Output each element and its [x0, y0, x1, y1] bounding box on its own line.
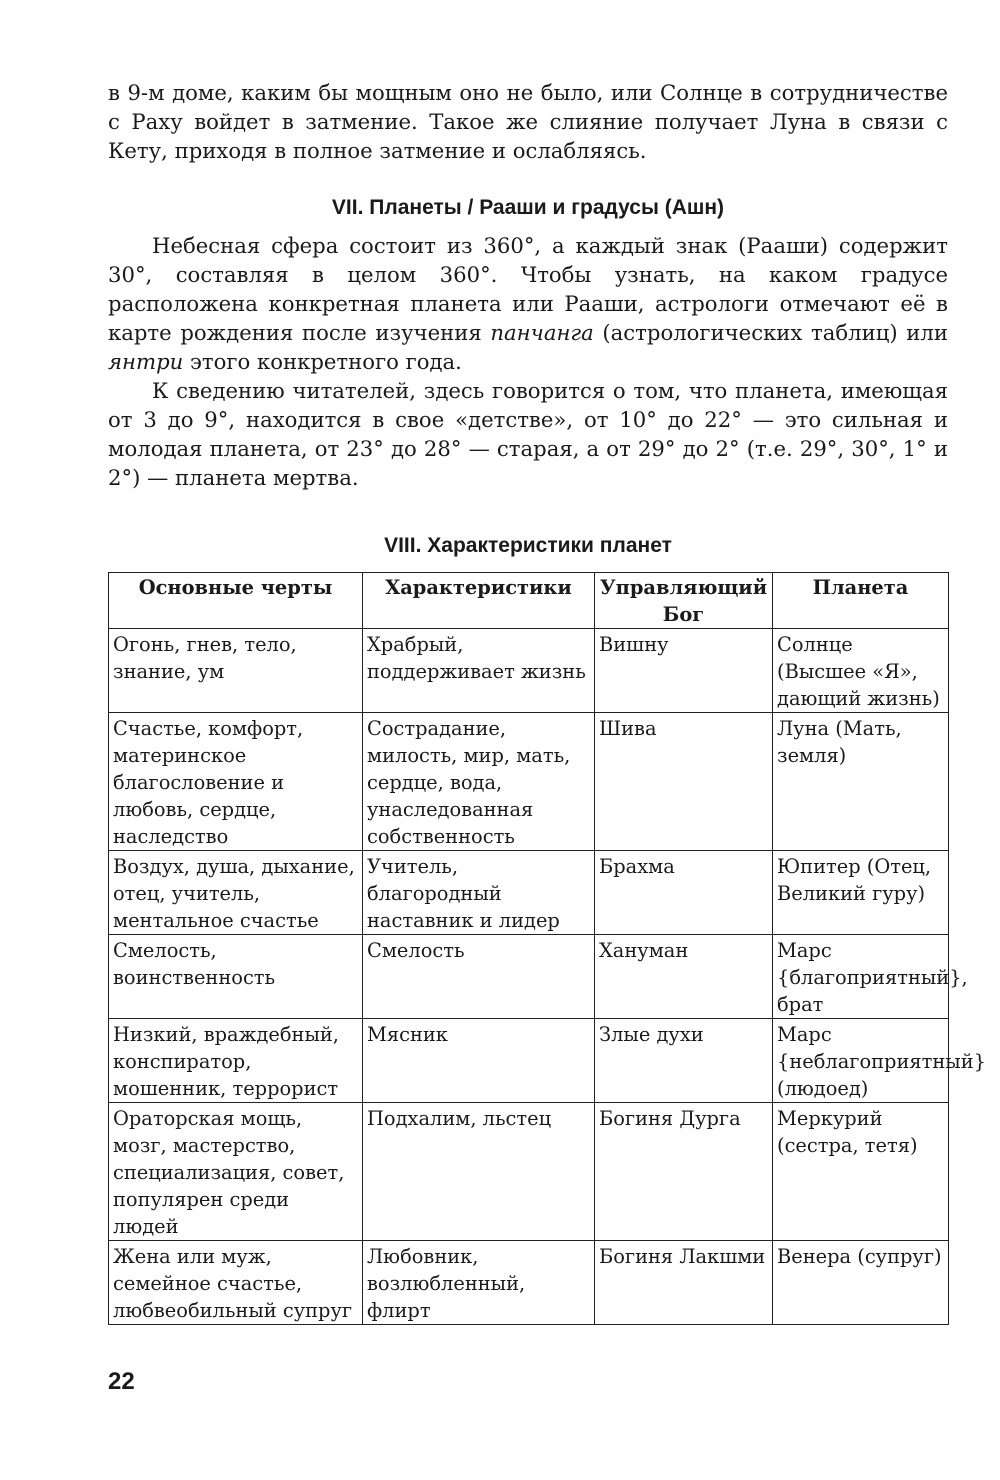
page-content	[108, 78, 986, 1325]
section-7-heading: VII. Планеты / Рааши и градусы (Ашн)	[331, 196, 725, 219]
cell-planet: Марс {неблагоприятный} (людоед)	[773, 1019, 949, 1103]
cell-characteristics: Учитель, благородный наставник и лидер	[363, 851, 595, 935]
header-characteristics: Характеристики	[363, 573, 595, 629]
table-row	[109, 851, 949, 935]
section-7-paragraph-2: К сведению читателей, здесь говорится о том, что планета, имеющая от 3 до 9°, находится в свое «детстве», от 10° до 22° — это сильная и молодая планета, от 23° до 28° — старая, а от 29° до 2° (т.е. 29°, 30°, 1° и 2°) — планета мертва.	[108, 378, 948, 490]
table-row	[109, 1019, 949, 1103]
cell-traits: Жена или муж, семейное счастье, любвеобильный супруг	[109, 1241, 363, 1325]
planet-characteristics-table	[108, 572, 986, 1325]
cell-god: Хануман	[595, 935, 773, 1019]
para1-term-panchanga: панчанга	[490, 320, 594, 345]
header-ruling-god: Управляющий Бог	[595, 573, 773, 629]
cell-god: Брахма	[595, 851, 773, 935]
cell-characteristics: Сострадание, милость, мир, мать, сердце, вода, унаследованная собственность	[363, 713, 595, 851]
table-row	[109, 1241, 949, 1325]
para1-text-b: (астрологических таблиц) или	[593, 320, 948, 345]
cell-characteristics: Любовник, возлюбленный, флирт	[363, 1241, 595, 1325]
cell-characteristics: Смелость	[363, 935, 595, 1019]
header-planet: Планета	[773, 573, 949, 629]
section-7-paragraph-1	[108, 231, 948, 376]
cell-god: Богиня Дурга	[595, 1103, 773, 1241]
cell-god: Шива	[595, 713, 773, 851]
cell-characteristics: Подхалим, льстец	[363, 1103, 595, 1241]
intro-paragraph: в 9-м доме, каким бы мощным оно не было, или Солнце в сотрудничестве с Раху войдет в затмение. Такое же слияние получает Луна в связи с Кету, приходя в полное затмение и ослабляясь.	[108, 80, 948, 163]
cell-characteristics: Храбрый, поддерживает жизнь	[363, 629, 595, 713]
table-row	[109, 629, 949, 713]
section-8-heading: VIII. Характеристики планет	[384, 534, 672, 557]
cell-planet: Меркурий (сестра, тетя)	[773, 1103, 949, 1241]
cell-traits: Низкий, враждебный, конспиратор, мошенник, террорист	[109, 1019, 363, 1103]
table-row	[109, 935, 949, 1019]
cell-planet: Марс {благоприятный}, брат	[773, 935, 949, 1019]
cell-traits: Ораторская мощь, мозг, мастерство, специализация, совет, популярен среди людей	[109, 1103, 363, 1241]
para1-text-c: этого конкретного года.	[183, 349, 462, 374]
cell-god: Богиня Лакшми	[595, 1241, 773, 1325]
cell-traits: Смелость, воинственность	[109, 935, 363, 1019]
cell-planet: Солнце (Высшее «Я», дающий жизнь)	[773, 629, 949, 713]
table-header-row	[109, 573, 949, 629]
header-main-traits: Основные черты	[109, 573, 363, 629]
cell-traits: Воздух, душа, дыхание, отец, учитель, ментальное счастье	[109, 851, 363, 935]
table-row	[109, 1103, 949, 1241]
page-number: 22	[108, 1368, 135, 1395]
cell-god: Вишну	[595, 629, 773, 713]
table-row	[109, 713, 949, 851]
cell-traits: Счастье, комфорт, материнское благословение и любовь, сердце, наследство	[109, 713, 363, 851]
cell-god: Злые духи	[595, 1019, 773, 1103]
para1-text-a: Небесная сфера состоит из 360°, а каждый знак (Рааши) содержит 30°, составляя в целом 360°. Чтобы узнать, на каком градусе расположена конкретная планета или Рааши, астрологи отмечают её в карте рождения после изучения	[108, 233, 948, 345]
cell-planet: Венера (супруг)	[773, 1241, 949, 1325]
cell-traits: Огонь, гнев, тело, знание, ум	[109, 629, 363, 713]
para1-term-yantri: янтри	[108, 349, 184, 374]
cell-planet: Юпитер (Отец, Великий гуру)	[773, 851, 949, 935]
cell-characteristics: Мясник	[363, 1019, 595, 1103]
cell-planet: Луна (Мать, земля)	[773, 713, 949, 851]
